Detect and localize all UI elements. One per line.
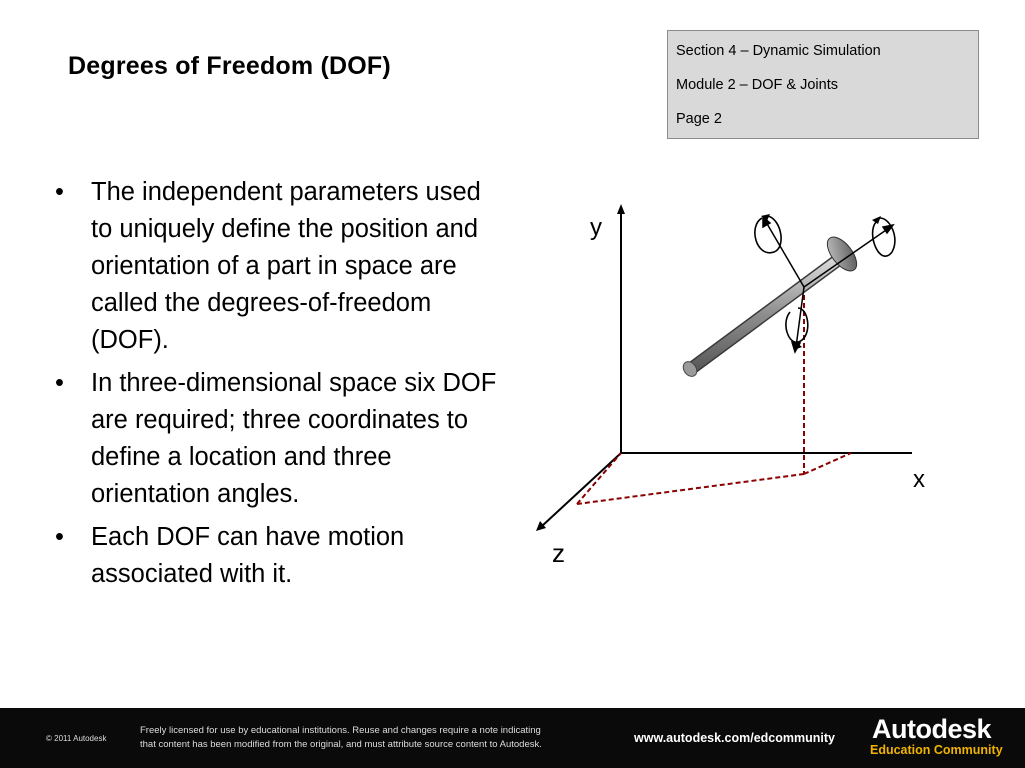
autodesk-logo: Autodesk	[872, 714, 992, 744]
license-text	[140, 724, 620, 752]
bullet-item: • Each DOF can have motion associated with it.	[55, 519, 505, 593]
section-info-box	[667, 30, 979, 139]
z-axis-label: z	[552, 538, 565, 568]
bullet-list	[55, 174, 505, 599]
x-axis-label: x	[913, 466, 925, 493]
valve-part	[680, 232, 862, 379]
bullet-item: • The independent parameters used to uniquely define the position and orientation of a part in space are called the degrees-of-freedom (DOF).	[55, 174, 505, 359]
module-label: Module 2 – DOF & Joints	[676, 77, 838, 93]
license-line: that content has been modified from the original, and must attribute source content to Autodesk.	[140, 739, 542, 750]
copyright-text: © 2011 Autodesk	[46, 734, 107, 743]
z-axis	[536, 453, 621, 531]
y-axis-label: y	[590, 214, 602, 241]
footer-bar	[0, 708, 1025, 768]
y-axis	[617, 204, 625, 453]
education-community-label: Education Community	[870, 743, 1003, 757]
section-label: Section 4 – Dynamic Simulation	[676, 43, 881, 59]
website-link[interactable]: www.autodesk.com/edcommunity	[634, 731, 835, 745]
page-label: Page 2	[676, 111, 722, 127]
projection-lines	[577, 287, 851, 504]
bullet-item: • In three-dimensional space six DOF are required; three coordinates to define a location and three orientation angles.	[55, 365, 505, 513]
dof-diagram	[520, 190, 940, 580]
slide-title: Degrees of Freedom (DOF)	[68, 52, 391, 80]
rotation-arrows	[755, 214, 895, 350]
license-line: Freely licensed for use by educational institutions. Reuse and changes require a note indicating	[140, 725, 541, 736]
